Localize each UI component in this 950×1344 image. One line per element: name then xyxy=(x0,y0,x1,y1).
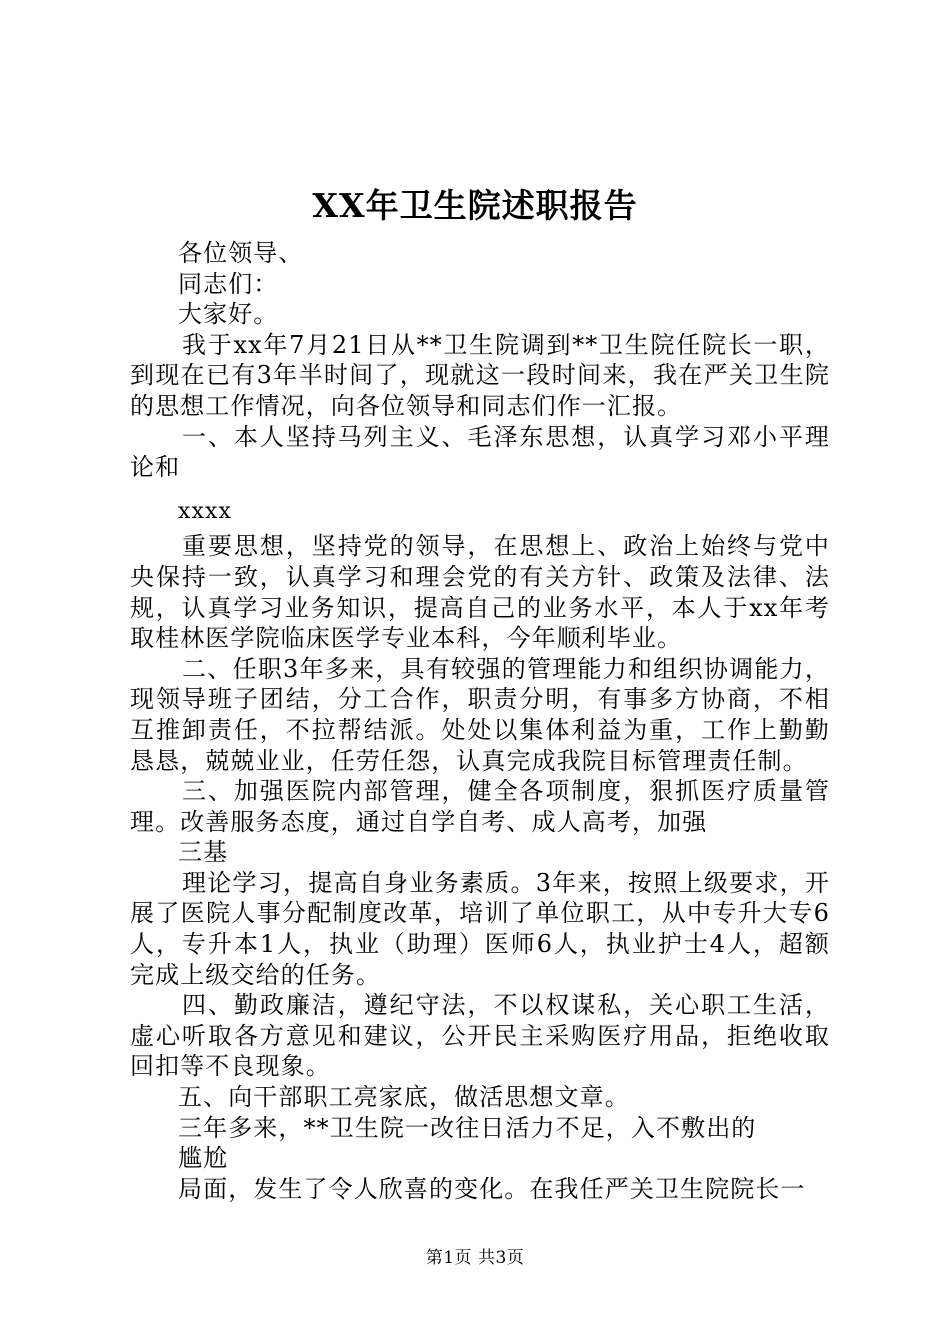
paragraph-section-5: 五、向干部职工亮家底，做活思想文章。 xyxy=(178,1083,630,1112)
fragment-ganga: 尴尬 xyxy=(178,1144,229,1173)
paragraph-intro: 我于xx年7月21日从**卫生院调到**卫生院任院长一职，到现在已有3年半时间了，现就这一段时间来，我在严关卫生院的思想工作情况，向各位领导和同志们作一汇报。 xyxy=(130,330,830,420)
paragraph-section-1-body: 重要思想，坚持党的领导，在思想上、政治上始终与党中央保持一致，认真学习和理会党的有关方针、政策及法律、法规，认真学习业务知识，提高自己的业务水平，本人于xx年考取桂林医学院临床医学专业本科，今年顺利毕业。 xyxy=(130,532,830,653)
paragraph-section-5-lead: 三年多来，**卫生院一改往日活力不足，入不敷出的 xyxy=(178,1113,757,1142)
salutation-leaders: 各位领导、 xyxy=(178,239,304,267)
greeting: 大家好。 xyxy=(178,300,279,329)
page-number-footer: 第1页 共3页 xyxy=(425,1248,525,1268)
fragment-xxxx: xxxx xyxy=(178,498,233,524)
paragraph-section-3-lead: 三、加强医院内部管理，健全各项制度，狠抓医疗质量管理。改善服务态度，通过自学自考、成人高考，加强 xyxy=(130,777,830,836)
paragraph-section-5-body: 局面，发生了令人欣喜的变化。在我任严关卫生院院长一 xyxy=(178,1174,806,1203)
paragraph-section-3-body: 理论学习，提高自身业务素质。3年来，按照上级要求，开展了医院人事分配制度改革，培训了单位职工，从中专升大专6人，专升本1人，执业（助理）医师6人，执业护士4人，超额完成上级交给的任务。 xyxy=(130,868,830,989)
paragraph-section-1-lead: 一、本人坚持马列主义、毛泽东思想，认真学习邓小平理论和 xyxy=(130,422,830,482)
salutation-comrades: 同志们： xyxy=(178,269,279,298)
document-body xyxy=(130,238,830,1204)
fragment-sanji: 三基 xyxy=(178,838,229,867)
document-title: XX年卫生院述职报告 xyxy=(312,186,638,225)
paragraph-section-2: 二、任职3年多来，具有较强的管理能力和组织协调能力，现领导班子团结，分工合作，职责分明，有事多方协商，不相互推卸责任，不拉帮结派。处处以集体利益为重，工作上勤勤恳恳，兢兢业业，任劳任怨，认真完成我院目标管理责任制。 xyxy=(130,654,830,775)
paragraph-section-4: 四、勤政廉洁，遵纪守法，不以权谋私，关心职工生活，虚心听取各方意见和建议，公开民主采购医疗用品，拒绝收取回扣等不良现象。 xyxy=(130,991,830,1081)
